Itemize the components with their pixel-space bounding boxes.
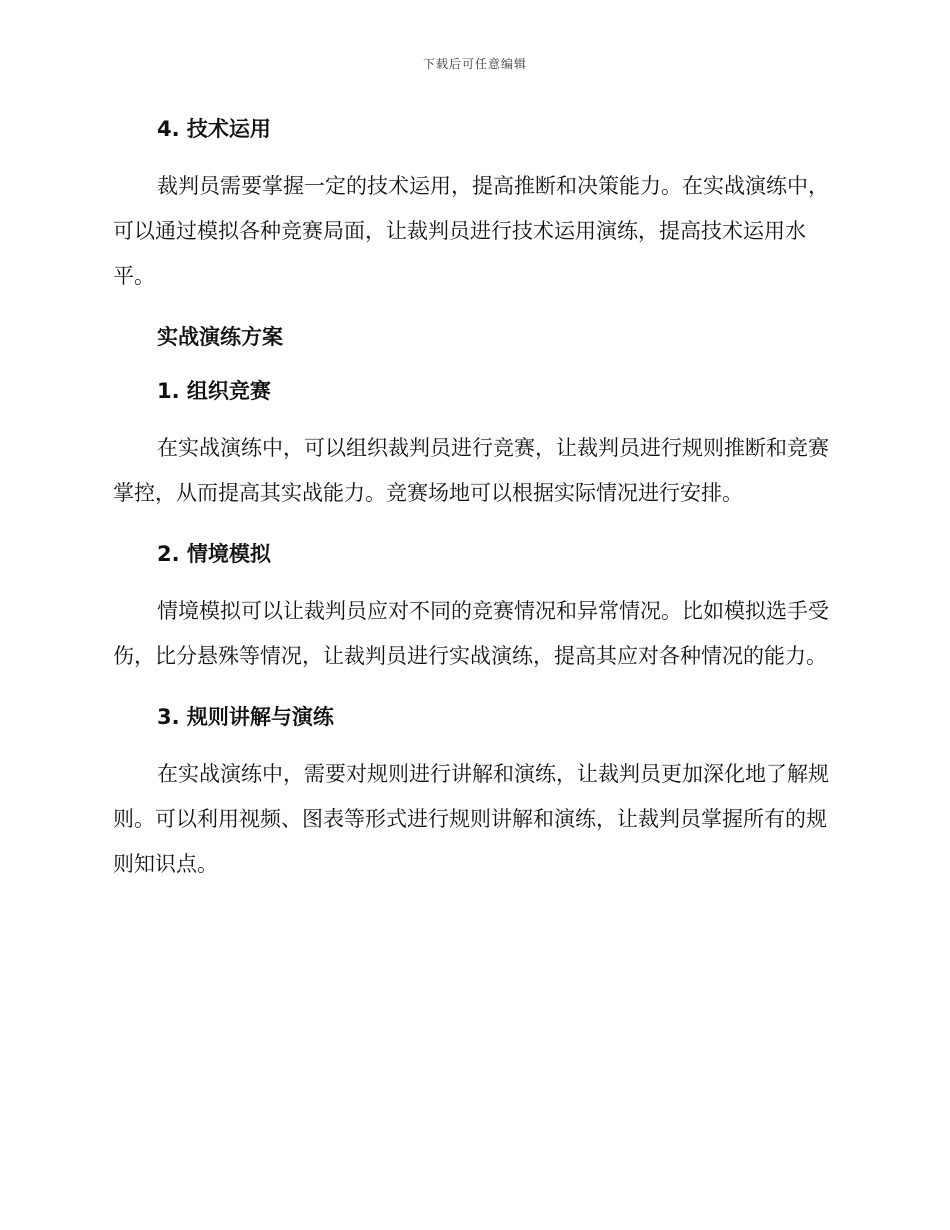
section-heading-rules-drill: 3. 规则讲解与演练 (157, 705, 334, 729)
section-paragraph-organize-competition: 在实战演练中，可以组织裁判员进行竞赛，让裁判员进行规则推断和竞赛掌控，从而提高其实战能力。竞赛场地可以根据实际情况进行安排。 (113, 436, 829, 505)
document-body (113, 110, 833, 887)
section-heading-technique: 4. 技术运用 (157, 117, 271, 141)
section-heading-organize-competition: 1. 组织竞赛 (157, 379, 271, 403)
section-heading-plan: 实战演练方案 (157, 325, 283, 349)
page-header-note: 下载后可任意编辑 (422, 57, 527, 71)
section-paragraph-scenario-simulation: 情境模拟可以让裁判员应对不同的竞赛情况和异常情况。比如模拟选手受伤，比分悬殊等情况，让裁判员进行实战演练，提高其应对各种情况的能力。 (113, 599, 829, 668)
section-paragraph-rules-drill: 在实战演练中，需要对规则进行讲解和演练，让裁判员更加深化地了解规则。可以利用视频、图表等形式进行规则讲解和演练，让裁判员掌握所有的规则知识点。 (113, 762, 829, 876)
section-paragraph-technique: 裁判员需要掌握一定的技术运用，提高推断和决策能力。在实战演练中，可以通过模拟各种竞赛局面，让裁判员进行技术运用演练，提高技术运用水平。 (113, 174, 829, 288)
section-heading-scenario-simulation: 2. 情境模拟 (157, 542, 271, 566)
